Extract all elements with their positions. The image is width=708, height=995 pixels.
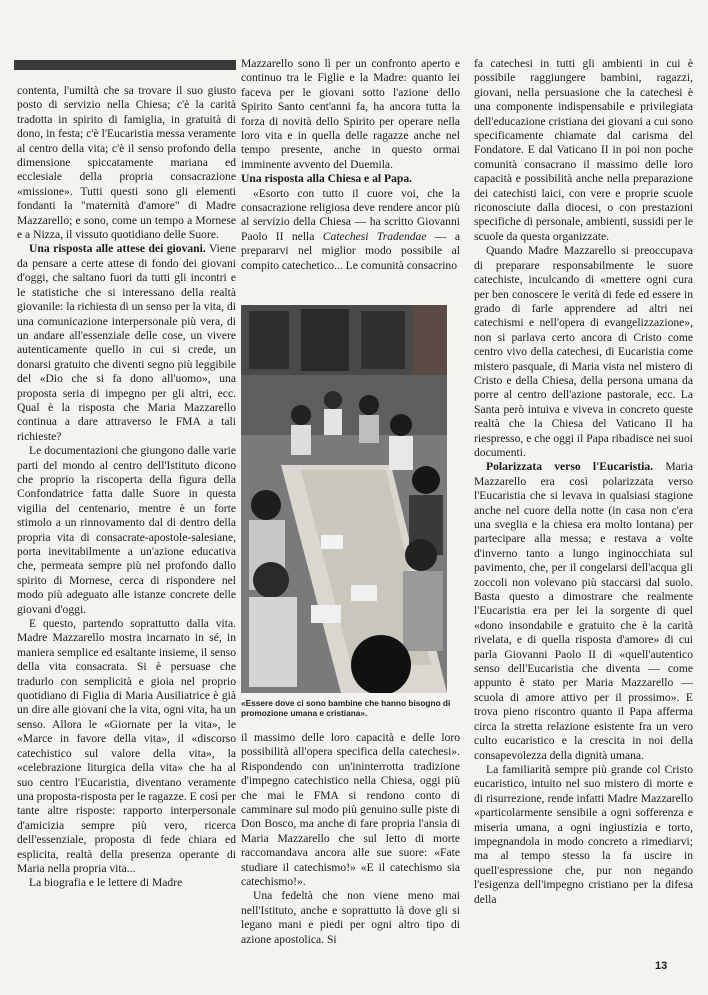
- photo-illustration: [241, 305, 447, 693]
- paragraph: [474, 460, 693, 763]
- text-column-3: [474, 57, 693, 907]
- paragraph: La biografia e le lettere di Madre: [29, 876, 183, 890]
- paragraph: E questo, partendo soprattutto dalla vita. Madre Mazzarello mostra incarnato in sé, in maniera semplice ed esaltante insieme, il senso della vita consacrata. Si è persuase che tradurlo con semplicità e gioia nel proprio quotidiano di Figlia di Maria Ausiliatrice è già un dire alle giovani che la vita, ogni vita, ha un senso. Allora le «Giornate per la vita», le «Marce in favore della vita», il «discorso catechistico sul valore della vita», la «celebrazione liturgica della vita» che ha al suo centro l'Eucaristia, diventano veramente una proposta-risposta per le ragazze. E così per tante altre risposte: rapporto interpersonale d'amicizia sempre più vero, ricerca dell'essenziale, proposta di fede chiara ed esplicita, realtà della presenza operante di Maria nella propria vita...: [17, 617, 236, 875]
- paragraph: contenta, l'umiltà che sa trovare il suo giusto posto di servizio nella Chiesa; c'è la carità tradotta in spirito di famiglia, in gratuità di dono, in festa; c'è l'Eucaristia messa veramente al centro della vita; c'è il senso profondo della dimensione spiccatamente mariana ed ecclesiale della propria consacrazione «missione». Tutti questi sono gli elementi fondanti la "maternità d'amore" di Madre Mazzarello; e sono, come un tempo a Mornese e a Nizza, il vissuto quotidiano delle Suore.: [17, 84, 236, 242]
- paragraph: fa catechesi in tutti gli ambienti in cui è possibile raggiungere bambini, ragazzi, giovani, nella persuasione che la catechesi è una componente indispensabile e privilegiata dell'educazione cristiana dei giovani a cui sono specificamente chiamate dal carisma del Fondatore. E dal Vaticano II in poi non poche comunità consacrano il massimo delle loro capacità e possibilità anche nella preparazione dei catechisti laici, con vere e proprie scuole riconosciute dalla diocesi, o con prestazioni specifiche di personale, ambienti, sussidi per le scuole da questa organizzate.: [474, 57, 693, 243]
- paragraph: [17, 242, 236, 444]
- subheading: Una risposta alle attese dei giovani.: [29, 242, 206, 256]
- paragraph: il massimo delle loro capacità e delle loro possibilità all'opera specifica della catechesi». Rispondendo con un'ininterrotta tradizione d'impegno catechistico nella Chiesa, oggi più che mai le FMA si rendono conto di camminare sul modo più genuino sulle piste di Don Bosco, ma anche di fare propria l'ansia di Maria Mazzarello che sul letto di morte raccomandava ancora alle sue suore: «Fate studiare il catechismo!» «E il catechismo sia catechismo!».: [241, 731, 460, 889]
- subheading: Una risposta alla Chiesa e al Papa.: [241, 172, 413, 186]
- photo-children-at-table: [241, 305, 447, 693]
- text-column-2-lower: [241, 731, 460, 947]
- paragraph-text: Viene da pensare a certe attese di fondo dei giovani d'oggi, che saltano fuori da tutti gli incontri e le statistiche che si interessano della realtà giovanile: la richiesta di un senso per la vita, di una comunicazione interpersonale più vera, di un andare all'essenziale delle cose, un vivere autenticamente quello in cui si crede, un donarsi gratuito che diventi segno più leggibile del «Dio che si fa dono all'uomo», una proposta seria di impegno per gli altri, ecc. Qual è la risposta che Maria Mazzarello continua a dare attraverso le FMA a tali richieste?: [17, 242, 236, 443]
- paragraph-text: Maria Mazzarello era così polarizzata verso l'Eucaristia che si levava in qualsiasi stagione anche nel cuore della notte (in casa non c'era una sveglia e la chiesa era molto lontana) per partecipare alla messa; e restava a volte d'inverno tanto a lungo inginocchiata sul pavimento, che, per il congelarsi dell'acqua gli zoccoli non volevano più staccarsi dal suolo. Basta questo a dimostrare che realmente l'Eucaristia era per lei la sorgente di quel «dono insondabile e gratuito che è la carità rivelata, e di quella risposta d'amore» di cui parla Giovanni Paolo II di «quell'autentico senso dell'Eucaristia che diventa — come appunto è stato per Maria Mazzarello — scuola di amore attivo per il prossimo». E trova pieno riscontro quanto il Papa afferma circa la stretta relazione esistente fra un vero culto eucaristico e la crescita in noi della consapevolezza della dignità umana.: [474, 460, 693, 762]
- paragraph-text: «Esorto con tutto il cuore voi, che la consacrazione religiosa deve rendere ancor più al servizio della Chiesa — ha scritto Giovanni Paolo II nella: [241, 186, 460, 243]
- page-number: 13: [655, 960, 668, 972]
- paragraph: [241, 187, 460, 273]
- document-title: Catechesi Tradendae: [322, 229, 427, 243]
- subheading: Polarizzata verso l'Eucaristia.: [486, 460, 654, 474]
- paragraph: La familiarità sempre più grande col Cristo eucaristico, intuito nel suo mistero di morte e di risurrezione, rende infatti Madre Mazzarello «particolarmente sensibile a ogni sofferenza e miseria umana, a ogni ingiustizia e torto, impegnandola in modo concreto a rimediarvi; ma al tempo stesso la fa uscire in quell'espressione che, pur non negando l'esigenza dell'impegno cristiano per la difesa della: [474, 762, 693, 906]
- paragraph: Una fedeltà che non viene meno mai nell'Istituto, anche e soprattutto là dove gli si legano mani e piedi per ogni altro tipo di azione apostolica. Si: [241, 889, 460, 946]
- header-rule: [14, 60, 236, 70]
- paragraph-text: — a prepararvi nel miglior modo possibile al compito catechetico... Le comunità consacrino: [241, 229, 460, 272]
- paragraph: Quando Madre Mazzarello si preoccupava di preparare responsabilmente le suore catechiste, inculcando di «mettere ogni cura per ben conoscere le verità di fede ed essere in grado di farle apprendere ad altri nei catechismi e nell'opera di evangelizzazione», non si parlava certo ancora di Cristo come centro vivo della catechesi, di Eucaristia come mistero pasquale, di Maria vista nel mistero di Cristo e della Chiesa, della persona umana da porre al centro dell'azione pastorale, ecc. La Santa però intuiva e viveva in concreto queste realtà che la Chiesa del Vaticano II ha riespresso, e che oggi il Papa ribadisce nei suoi documenti.: [474, 244, 693, 459]
- paragraph: Mazzarello sono lì per un confronto aperto e continuo tra le Figlie e la Madre: quanto lei faceva per le giovani sotto l'azione dello Spirito Santo cent'anni fa, ha ancora tutta la forza di novità dello Spirito per operare nella loro vita e in quella delle ragazze anche nel tempo presente, anche in questo ormai imminente avvento del Duemila.: [241, 57, 460, 171]
- photo-caption: «Essere dove ci sono bambine che hanno bisogno di promozione umana e cristiana».: [241, 698, 451, 718]
- text-column-1: [17, 84, 236, 891]
- paragraph: Le documentazioni che giungono dalle varie parti del mondo al centro dell'Istituto dicono che proprio la riscoperta della figura della Confondatrice fatta dalle Suore in questa vigilia del centenario, mentre è un forte stimolo a un rinnovamento dal di dentro della propria vita di consacrate-apostole-salesiane, porta inevitabilmente a un'azione educativa che, permeata sempre più nel profondo dallo spirito di Mornese, cerca di rispondere nel modo più adeguato alle istanze concrete delle giovani d'oggi.: [17, 444, 236, 616]
